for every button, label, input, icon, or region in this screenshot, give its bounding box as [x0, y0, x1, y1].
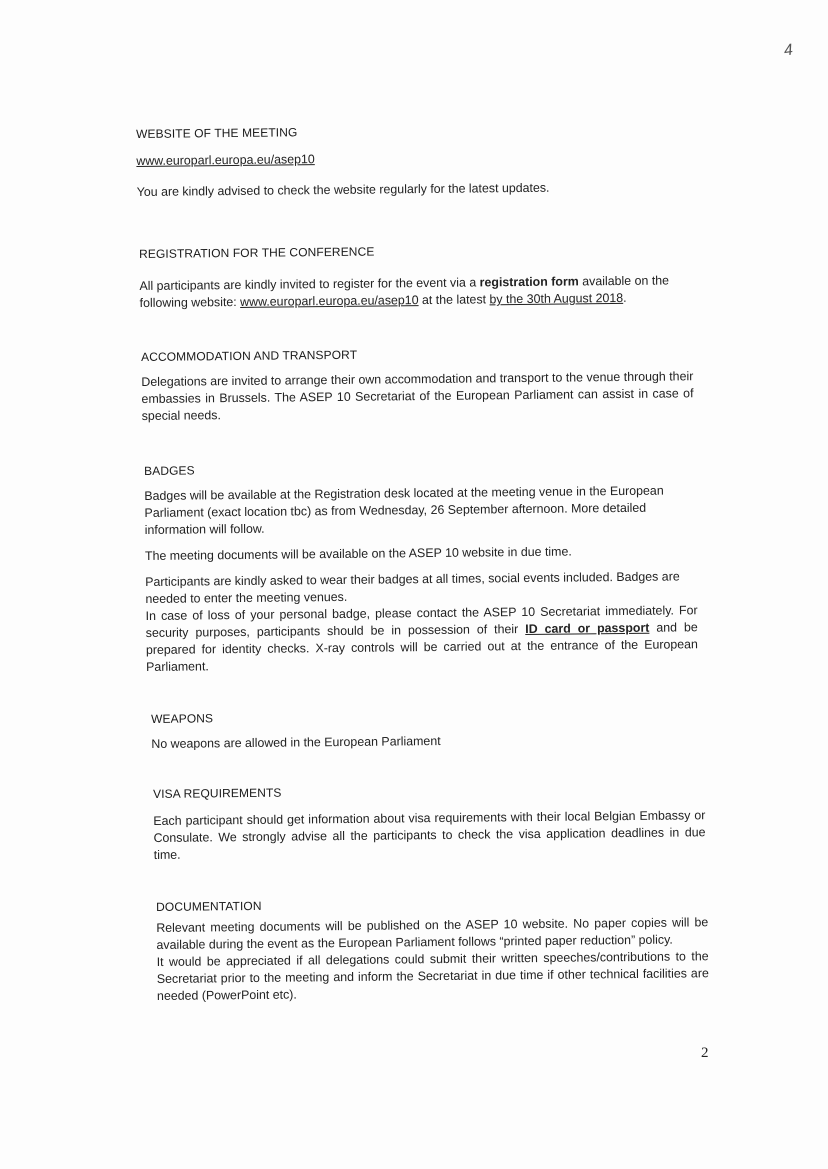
section-badges	[144, 458, 698, 685]
documentation-paragraph-2: It would be appreciated if all delegations could submit their written speeches/contributions to the Secretariat prior to the meeting and inform the Secretariat in due time if other technical facilities are needed (PowerPoint etc).	[156, 949, 709, 1003]
website-heading: WEBSITE OF THE MEETING	[136, 125, 298, 141]
id-card-or-passport: ID card or passport	[525, 620, 650, 637]
handwritten-page-mark: 4	[782, 41, 794, 60]
documentation-heading: DOCUMENTATION	[156, 898, 262, 914]
weapons-heading: WEAPONS	[151, 711, 214, 726]
accommodation-heading: ACCOMMODATION AND TRANSPORT	[141, 347, 358, 364]
page-number: 2	[701, 1045, 709, 1061]
section-visa	[153, 781, 706, 873]
registration-form-label: registration form	[479, 274, 579, 290]
section-weapons	[151, 706, 711, 762]
registration-text: All participants are kindly invited to register for the event via a registration form available on the following website: www.europarl.europa.eu/asep10 at the latest by the 30th August 2018.	[139, 273, 670, 310]
visa-heading: VISA REQUIREMENTS	[153, 785, 282, 801]
weapons-text: No weapons are allowed in the European Parliament	[151, 733, 441, 751]
visa-text: Each participant should get information about visa requirements with their local Belgian Embassy or Consulate. We strongly advise all the participants to check the visa application deadlines in due time.	[153, 808, 706, 862]
website-link[interactable]: www.europarl.europa.eu/asep10	[136, 152, 315, 168]
badges-paragraph-2: The meeting documents will be available on the ASEP 10 website in due time.	[144, 544, 572, 563]
accommodation-text: Delegations are invited to arrange their own accommodation and transport to the venue through their embassies in Brussels. The ASEP 10 Secretariat of the European Parliament can assist in case of special needs.	[141, 369, 694, 423]
section-website	[136, 121, 697, 210]
registration-website-link[interactable]: www.europarl.europa.eu/asep10	[240, 293, 419, 309]
badges-paragraph-1: Badges will be available at the Registration desk located at the meeting venue in the European Parliament (exact location tbc) as from Wednesday, 26 September afternoon. More detailed information will follow.	[144, 483, 664, 537]
badges-paragraph-3: Participants are kindly asked to wear their badges at all times, social events included. Badges are needed to enter the meeting venues.	[145, 569, 680, 606]
documentation-paragraph-1: Relevant meeting documents will be published on the ASEP 10 website. No paper copies will be available during the event as the European Parliament follows “printed paper reduction” policy.	[156, 915, 709, 952]
badges-heading: BADGES	[144, 463, 195, 478]
section-registration	[139, 241, 700, 321]
section-documentation	[156, 894, 709, 1014]
section-accommodation	[141, 344, 694, 434]
registration-heading: REGISTRATION FOR THE CONFERENCE	[139, 244, 375, 261]
website-note: You are kindly advised to check the website regularly for the latest updates.	[136, 180, 550, 199]
badges-paragraph-4: In case of loss of your personal badge, please contact the ASEP 10 Secretariat immediately. For security purposes, participants should be in possession of their ID card or passport and be prepared for identity checks. X-ray controls will be carried out at the entrance of the European Parliament.	[145, 603, 698, 674]
registration-deadline: by the 30th August 2018	[489, 290, 624, 307]
